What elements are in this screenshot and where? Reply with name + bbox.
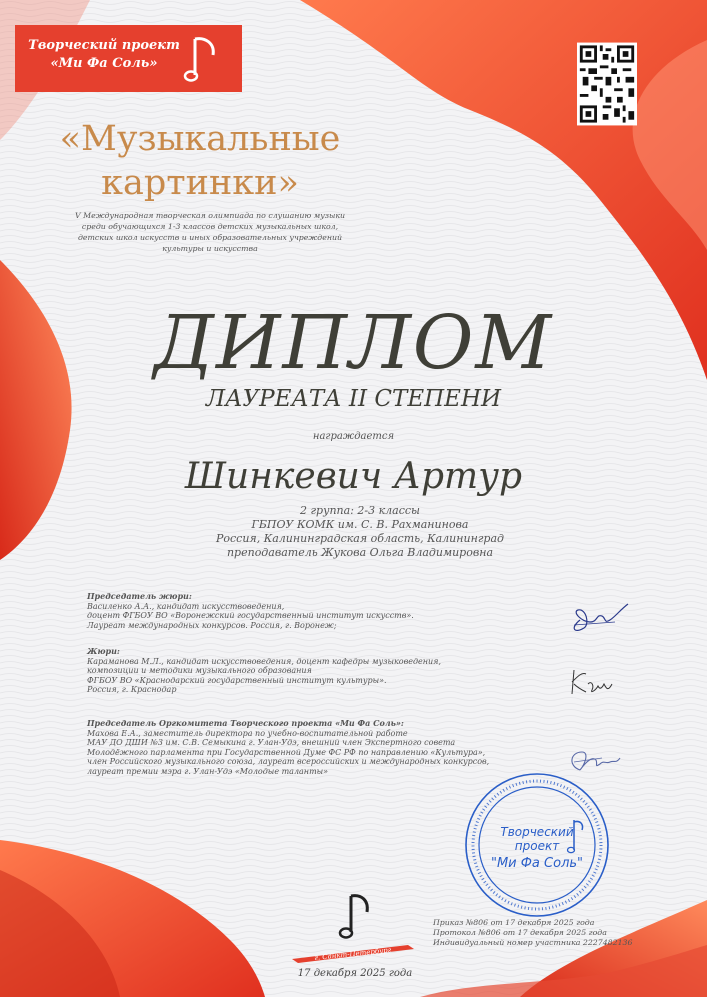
city-badge xyxy=(288,941,418,965)
committee-line: Махова Е.А., заместитель директора по учебно-воспитательной работе xyxy=(87,728,408,738)
logo-line-2: «Ми Фа Соль» xyxy=(50,56,158,71)
details-line: Россия, Калининградская область, Калининград xyxy=(216,532,504,545)
order-line: Протокол №806 от 17 декабря 2025 года xyxy=(433,928,607,937)
city-label: г. Санкт-Петербург xyxy=(313,945,392,963)
laureate-degree: ЛАУРЕАТА II СТЕПЕНИ xyxy=(205,386,502,412)
olympiad-description xyxy=(40,210,380,254)
order-line: Индивидуальный номер участника 2227482136 xyxy=(433,938,633,947)
olympiad-title xyxy=(40,117,360,205)
official-stamp xyxy=(462,770,612,920)
jury-line: Караманова М.Л., кандидат искусствоведения, доцент кафедры музыковедения, xyxy=(87,656,442,666)
jury-line: ФГБОУ ВО «Краснодарский государственный институт культуры». xyxy=(87,675,387,685)
details-line: 2 группа: 2-3 классы xyxy=(299,504,421,517)
jury-chair-line: Василенко А.А., кандидат искусствоведения, xyxy=(87,601,285,611)
jury-chair-block xyxy=(87,592,487,630)
jury-signature xyxy=(560,664,620,700)
recipient-name: Шинкевич Артур xyxy=(184,456,523,497)
committee-line: МАУ ДО ДШИ №3 им. С.В. Семыкина г. Улан-Удэ, внешний член Экспертного совета xyxy=(87,738,456,748)
committee-line: Молодёжного парламента при Государственной Думе ФС РФ по направлению «Культура», xyxy=(87,747,486,757)
order-line: Приказ №806 от 17 декабря 2025 года xyxy=(433,918,595,927)
committee-line: лауреат премии мэра г. Улан-Удэ «Молодые таланты» xyxy=(87,766,329,776)
jury-chair-line: Лауреат международных конкурсов. Россия, г. Воронеж; xyxy=(87,620,337,630)
committee-line: член Российского музыкального союза, лауреат всероссийских и международных конкурсов, xyxy=(87,757,490,767)
awarded-label: награждается xyxy=(312,431,395,442)
jury-heading: Жюри: xyxy=(87,646,120,656)
committee-block xyxy=(87,719,527,777)
jury-line: Россия, г. Краснодар xyxy=(87,685,177,695)
jury-chair-line: доцент ФГБОУ ВО «Воронежский государственный институт искусств». xyxy=(87,611,414,621)
subtitle-line: культуры и искусства xyxy=(162,244,258,253)
jury-block xyxy=(87,647,487,695)
subtitle-line: V Международная творческая олимпиада по слушанию музыки xyxy=(74,211,346,220)
title-line-1: «Музыкальные xyxy=(59,119,341,159)
jury-line: композиции и методики музыкального образования xyxy=(87,666,312,676)
subtitle-line: среди обучающихся 1-3 классов детских музыкальных школ, xyxy=(81,222,339,231)
diploma-heading: ДИПЛОМ xyxy=(153,300,554,386)
jury-chair-heading: Председатель жюри: xyxy=(87,591,192,601)
order-info xyxy=(433,918,633,948)
stamp-line-3: "Ми Фа Соль" xyxy=(490,856,584,871)
chair-signature xyxy=(560,598,635,636)
logo-line-1: Творческий проект xyxy=(28,38,180,53)
qr-code xyxy=(577,42,637,126)
committee-heading: Председатель Оргкомитета Творческого проекта «Ми Фа Соль»: xyxy=(87,718,404,728)
issue-date: 17 декабря 2025 года xyxy=(297,968,413,979)
title-line-2: картинки» xyxy=(101,163,299,203)
project-logo-text xyxy=(24,37,184,73)
details-line: преподаватель Жукова Ольга Владимировна xyxy=(226,546,494,559)
stamp-line-2: проект xyxy=(514,839,560,853)
details-line: ГБПОУ КОМК им. С. В. Рахманинова xyxy=(251,518,469,531)
bottom-music-note-icon xyxy=(333,890,371,945)
stamp-line-1: Творческий xyxy=(500,825,574,839)
music-note-icon xyxy=(183,31,221,86)
recipient-details xyxy=(150,504,570,560)
subtitle-line: детских школ искусств и иных образовательных учреждений xyxy=(77,233,343,242)
